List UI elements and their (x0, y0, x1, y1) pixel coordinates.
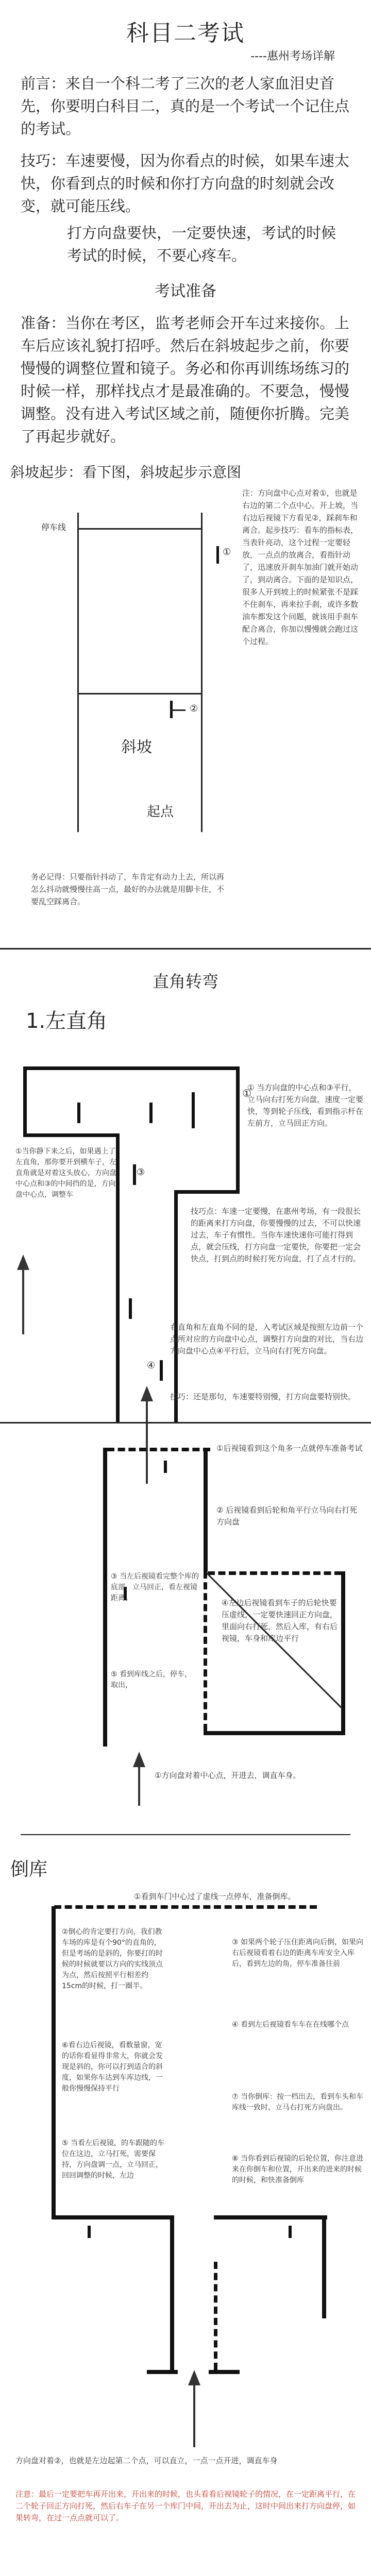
turn-right-note: 右直角和左直角不同的是，入考试区域是按照左边前一个点所对应的方向盘中心点，调整打方向盘的对比，当右边方向盘中心点④平行后，立马向右打死方向盘。 (170, 1323, 364, 1355)
turn-tips: 技巧点：车速一定要慢，在惠州考场，有一段很长的距离来打方向盘，你要慢慢的过去，不可以快速过去，车子有惯性。当你车速快速你可能打得到点，就会压线，打方向盘一定要快，你要把一定会快点，打到点的时候打死方向盘，打了点才行的。 (191, 1207, 361, 1263)
turn-heading: 直角转弯 (152, 972, 218, 991)
slope-marker-1 (216, 546, 219, 564)
tips-block (21, 149, 350, 217)
side-arrow-note: ①方向盘对着中心点，开进去，调直车身。 (155, 1771, 301, 1780)
slope-heading: 斜坡起步：看下图，斜坡起步示意图 (10, 464, 242, 481)
reverse-note-left-3: ⑤ 当看左后视镜，的车跟随的车位在这边，立马打死，需要保持，方向盘调一点，立马回正，回回调整的时候，左边 (62, 2139, 165, 2180)
slope-note-left: 务必记得：只要指针抖动了，车肯定有动力上去，所以再怎么抖动就慢慢往高一点，最好的办法就是用脚卡住，不要乱空踩离合。 (31, 872, 225, 906)
side-note-5: ⑤ 看到库线之后，停车，取出， (111, 1670, 192, 1689)
reverse-note-right-4: ⑧ 当你看到后视镜的后轮位置，你注意进来在你倒车和位置，开出来的进来的时候的时候，和快准备倒库 (232, 2155, 363, 2184)
preface-label: 前言： (21, 75, 66, 92)
side-note-4: ④左边后视镜看到车子的后轮快要压虚线，一定要快速回正方向盘，里面向右打死，然后入库，有右后视镜，车身和库边平行 (222, 1598, 338, 1643)
turn-marker-4 (160, 1360, 163, 1381)
turn-note-2: ①当你静下来之后，如果遇上了左直角，那你要开到横车子，左直角就是对着这头放心，方向盘中心点和③的中间挡的是，方向盘中心点，调整车 (15, 1147, 116, 1199)
slope-note-right: 注：方向盘中心点对着①，也就是右边的第二个点中心。开上坡，当右边后视镜下方看见②，踩刹车和离合。起步技巧：看车的指标表，当表针亮动，这个过程一定要轻放，一点点的放离合，看指针动了，迅速放开刹车加油门就开始动了，到动离合。下面的是知识点，很多人开到坡上的时候紧张不是踩不住刹车，再来拉手刹，或许多数油车都发这个问题，就该用手刹车配合离合，你加以慢慢就会跑过这个过程。 (242, 488, 359, 646)
preface-text: 来自一个科二考了三次的老人家血泪史首先，你要明白科目二，真的是一个考试一个记住点的考试。 (21, 75, 350, 138)
side-note-2: ② 后视镜看到后轮和角平行立马向右打死方向盘 (216, 1505, 358, 1527)
turn-marker-3 (133, 1164, 136, 1185)
divider (0, 948, 371, 950)
slope-diagram: 停车线 ① ② 斜坡 起点 (31, 497, 258, 858)
reverse-note-right-3: ⑦ 当你倒库：按一档出去，看到车头和车库线一致时，立马右打死方向盘出。 (232, 2093, 363, 2112)
reverse-heading: 倒库 (10, 1859, 48, 1880)
tips-text-1: 车速要慢，因为你看点的时候，如果车速太快，你看到点的时候和你打方向盘的时刻就会改变，就可能压线。 (21, 152, 350, 215)
reverse-note-left-1: ②倒心的肯定要打方向，我们教车场的库是有个90°的直角的，但是考场的是斜的，你要打的时候的时候就要以方向的实线顶点为点，然后按照平行相差约15cm的时候，打一圈半。 (62, 1928, 163, 1990)
prep-text: 当你在考区，监考老师会开车过来接你。上车后应该礼貌打招呼。然后在斜坡起步之前，你要慢慢的调整位置和镜子。务必和你再训练场练习的时候一样，那样找点才是最准确的。不要急，慢慢调整。没有进入考试区域之前，随便你折腾。完美了再起步就好。 (21, 314, 350, 445)
turn-subheading: 1.左直角 (26, 1009, 108, 1033)
prep-block (21, 312, 350, 448)
divider (21, 1834, 350, 1835)
page-title: 科目二考试 (126, 20, 245, 46)
turn-diagram: ① ③ ④ (0, 1051, 371, 1515)
reverse-note-top: ①看到车门中心过了虚线一点停车，准备倒库。 (134, 1892, 296, 1901)
divider (0, 1422, 371, 1423)
prep-label: 准备： (21, 314, 66, 332)
turn-tips-2: 技巧：还是那句，车速要特别慢，打方向盘要特别快。 (170, 1392, 356, 1401)
turn-note-1: ① 当方向盘的中心点和③平行，立马向右打死方向盘，速度一定要快，等到轮子压线，看到指示杆在左前方，立马回正方向。 (247, 1083, 364, 1128)
preface-block (21, 72, 350, 140)
tips-text-2: 打方向盘要快，一定要快速，考试的时候考试的时候，不要心疼车。 (67, 224, 336, 264)
prep-heading: 考试准备 (155, 282, 216, 300)
side-note-3: ③ 当左后视镜看完整个库的底部，立马回正，看左视镜距离。 (111, 1572, 199, 1602)
reverse-bottom-note: 方向盘对着②，也就是左边起第二个点，可以直立，一点一点开进，调直车身 (15, 2456, 278, 2465)
start-label: 起点 (147, 804, 174, 820)
slope-label: 斜坡 (121, 738, 152, 756)
stop-line-label: 停车线 (41, 522, 66, 532)
side-note-1: ①后视镜看到这个角多一点就停车准备考试 (216, 1444, 363, 1453)
page-subtitle: ----惠州考场详解 (250, 50, 335, 63)
tips-label: 技巧： (21, 152, 66, 170)
reverse-note-right-1: ③ 如果两个轮子压住距离向后倒，如果向右后视镜看着右边的距离车库安全入库后，看到左边的角，停车准备往前 (232, 1938, 363, 1968)
stop-line (77, 528, 203, 530)
reverse-note-left-2: ⑥看右边后视镜，看数量窗，宽的话你看显得非常大，你就会发现是斜的，你可以打到适合的斜度，如果你车达到车库边线，一般你慢慢保持平行 (62, 2041, 163, 2093)
reverse-note-right-2: ④ 看到左后视镜看车车在在线哪个点 (232, 2021, 349, 2029)
reverse-red-note: 注意：最后一定要把车再开出来，开出来的时候，也头看看后视镜轮子的情况，在一定距离平行，在二个轮子回正方向打死，然后右车子在另一个库门中间，开出去为止，这时中间出来打方向盘停，如果转弯，在过一点点就可以了。 (15, 2489, 356, 2522)
